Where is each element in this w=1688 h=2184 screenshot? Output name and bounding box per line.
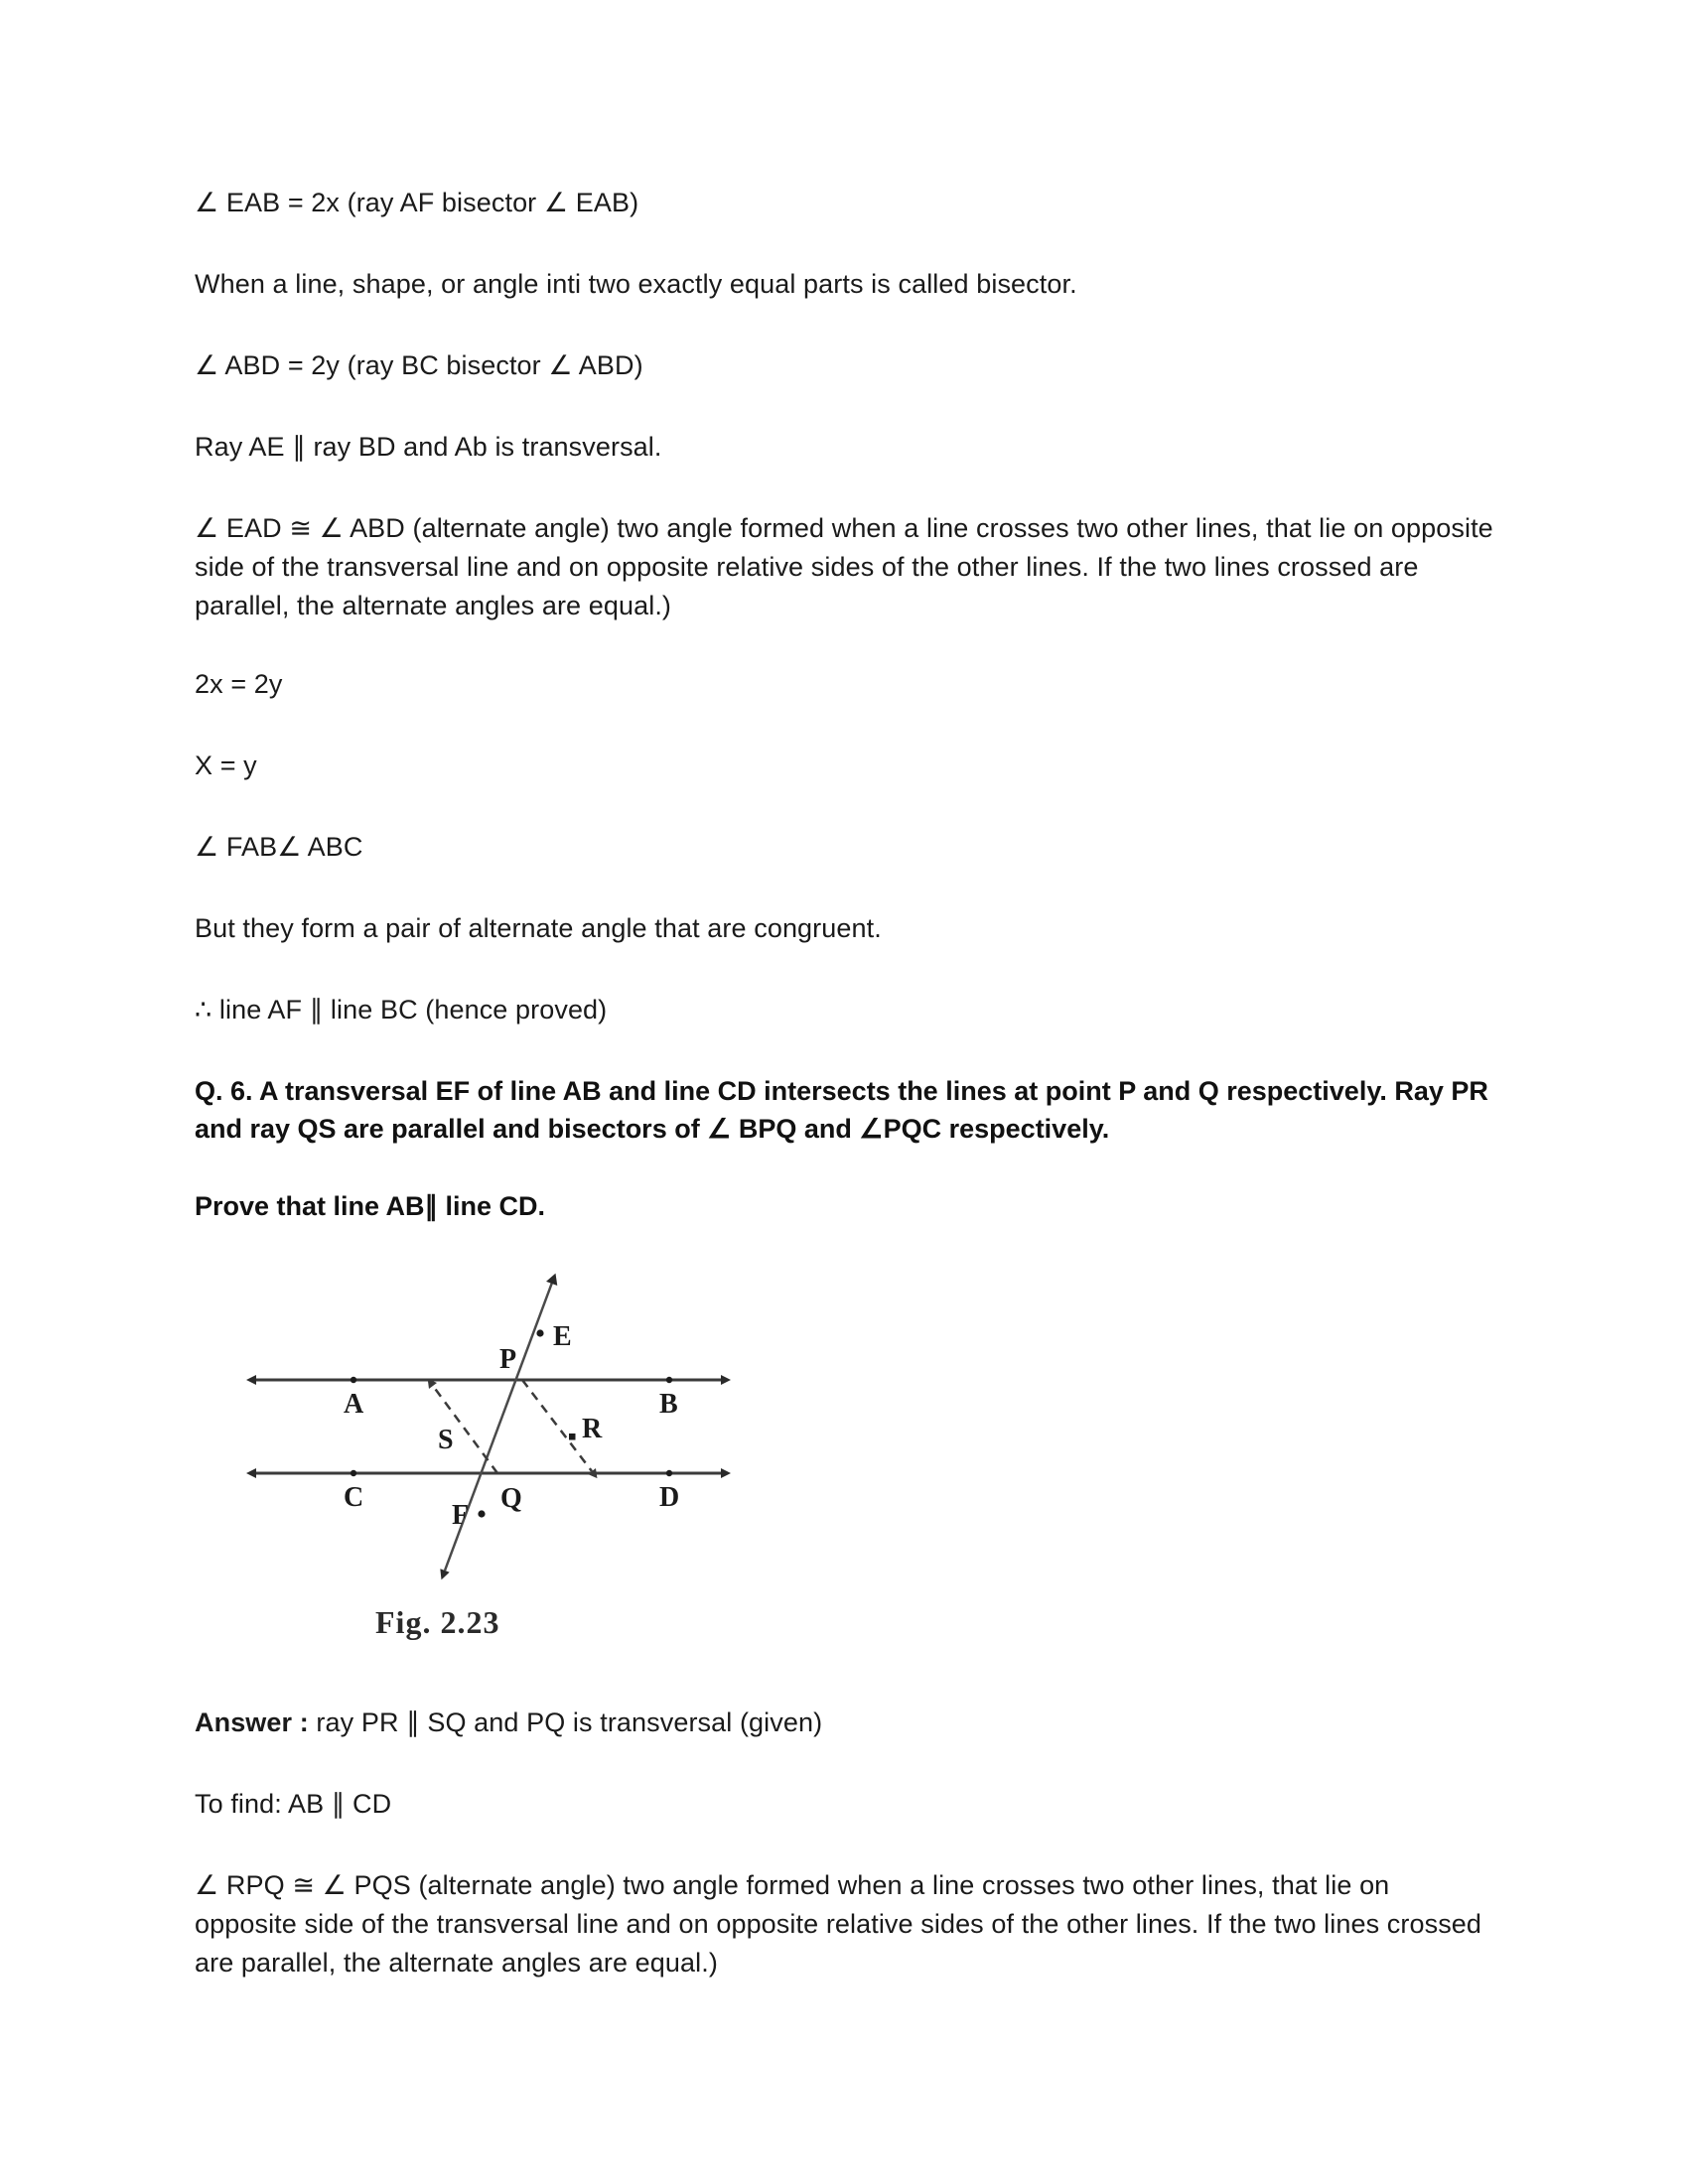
point-r-dot [569, 1433, 576, 1440]
figure-label-d: D [659, 1482, 680, 1513]
paragraph-abd-definition: ∠ ABD = 2y (ray BC bisector ∠ ABD) [195, 350, 643, 380]
point-c-dot [351, 1470, 356, 1476]
figure-label-a: A [344, 1389, 364, 1420]
figure-label-q: Q [500, 1483, 522, 1514]
point-d-dot [666, 1470, 672, 1476]
paragraph-hence-proved: ∴ line AF ∥ line BC (hence proved) [195, 995, 608, 1024]
figure-svg [224, 1251, 919, 1648]
answer-line [195, 1704, 1495, 1742]
document-content [195, 184, 1495, 2025]
paragraph-alternate-angle-ead: ∠ EAD ≅ ∠ ABD (alternate angle) two angle formed when a line crosses two other lines, that lie on opposite side of the transversal line and on opposite relative sides of the other lines. If the two lines crossed are parallel, the alternate angles are equal.) [195, 513, 1493, 620]
figure-label-c: C [344, 1482, 364, 1513]
figure-label-r: R [582, 1414, 603, 1444]
answer-label: Answer : [195, 1707, 309, 1737]
figure-label-b: B [659, 1389, 678, 1420]
point-e-dot [536, 1329, 543, 1336]
point-b-dot [666, 1377, 672, 1383]
figure-label-e: E [553, 1321, 572, 1352]
answer-text: ray PR ∥ SQ and PQ is transversal (given) [308, 1707, 823, 1737]
paragraph-to-find: To find: AB ∥ CD [195, 1789, 392, 1819]
paragraph-ray-parallel: Ray AE ∥ ray BD and Ab is transversal. [195, 432, 662, 462]
paragraph-bisector-definition: When a line, shape, or angle inti two exactly equal parts is called bisector. [195, 269, 1077, 299]
paragraph-angle-fab-abc: ∠ FAB∠ ABC [195, 832, 363, 862]
paragraph-eab-definition: ∠ EAB = 2x (ray AF bisector ∠ EAB) [195, 188, 639, 217]
prove-statement: Prove that line AB∥ line CD. [195, 1191, 546, 1221]
paragraph-congruent-note: But they form a pair of alternate angle that are congruent. [195, 913, 882, 943]
question-6-heading: Q. 6. A transversal EF of line AB and line CD intersects the lines at point P and Q respectively. Ray PR and ray QS are parallel and bisectors of ∠ BPQ and ∠PQC respectively. [195, 1076, 1488, 1144]
paragraph-equation-2x2y: 2x = 2y [195, 669, 283, 699]
figure-label-f: F [452, 1500, 470, 1531]
paragraph-alternate-angle-rpq: ∠ RPQ ≅ ∠ PQS (alternate angle) two angle formed when a line crosses two other lines, that lie on opposite side of the transversal line and on opposite relative sides of the other lines. If the two lines crossed are parallel, the alternate angles are equal.) [195, 1870, 1482, 1978]
figure-caption: Fig. 2.23 [375, 1604, 500, 1640]
point-a-dot [351, 1377, 356, 1383]
point-f-dot [478, 1510, 485, 1517]
figure-label-s: S [438, 1425, 454, 1455]
geometry-figure [224, 1251, 919, 1678]
paragraph-equation-xy: X = y [195, 751, 257, 780]
figure-label-p: P [499, 1344, 517, 1375]
